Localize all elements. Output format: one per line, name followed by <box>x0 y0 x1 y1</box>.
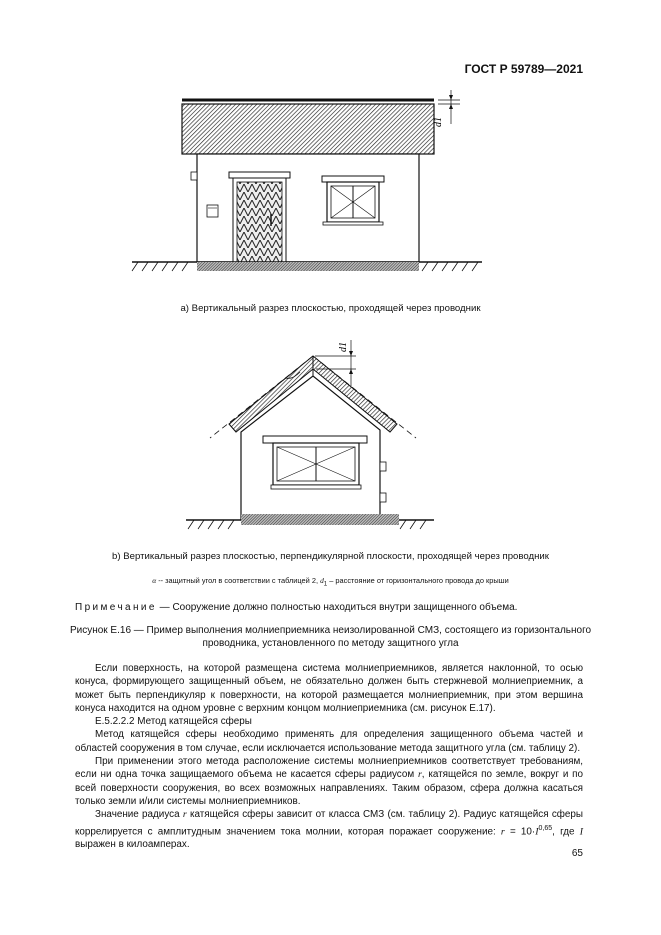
p4-text-b: катящейся сферы зависит от класса СМЗ (см. таблицу 2). Радиус катящейся сферы коррелируется с амплитудным значением тока молнии, которая поражает сооружение: <box>75 809 583 837</box>
legend-text-2: – расстояние от горизонтального провода до крыши <box>327 576 509 585</box>
note-text: — Сооружение должно полностью находиться внутри защищенного объема. <box>156 602 518 613</box>
p4-exponent: 0,65 <box>538 824 553 832</box>
p4-var-i2: I <box>579 825 583 837</box>
page-number: 65 <box>571 848 583 859</box>
p3-var-r: r <box>417 769 422 781</box>
dim-label-b: d1 <box>338 342 349 352</box>
legend-d-sub: 1 <box>323 580 328 588</box>
section-heading: Е.5.2.2.2 Метод катящейся сферы <box>95 716 252 728</box>
p3-text-b: , катящейся по земле, вокруг и по всей поверхности сооружения, во всех возможных направлениях. Таким образом, сфера должна касаться только земли и/или системы молниеприемников. <box>75 769 584 807</box>
p4-var-i: I <box>535 825 539 837</box>
p4-text-d: , где <box>552 825 580 837</box>
p4-text-a: Значение радиуса <box>95 809 183 821</box>
dim-label-a: d1 <box>433 117 444 127</box>
caption-b: b) Вертикальный разрез плоскостью, перпендикулярной плоскости, проходящей через проводник <box>112 551 549 562</box>
figure-legend <box>0 576 661 587</box>
paragraph-2: Метод катящейся сферы необходимо применять для определения защищенного объема частей и областей сооружения в том случае, если исключается использование метода защитного угла (см. таблицу 2). <box>75 729 583 754</box>
figure-note <box>75 602 517 613</box>
paragraph-1: Если поверхность, на которой размещена система молниеприемников, является наклонной, то осью конуса, формирующего защищенный объем, не обязательно должен быть стержневой молниеприемник, а может быть перпендикуляр к поверхности, на которой размещается молниеприемник, при этом вершина конуса находится на одном уровне с верхним концом молниеприемника (см. рисунок Е.17). <box>75 663 583 714</box>
p4-var-r2: r <box>500 825 505 837</box>
figure-b-side-view <box>186 340 434 529</box>
standard-number: ГОСТ Р 59789—2021 <box>464 62 583 76</box>
p4-text-c: = 10· <box>504 825 536 837</box>
legend-alpha: α <box>152 576 157 585</box>
paragraph-4 <box>75 808 583 851</box>
p4-var-r: r <box>182 809 187 821</box>
legend-d: d <box>320 576 324 585</box>
figure-title: Рисунок Е.16 — Пример выполнения молниеприемника неизолированной СМЗ, состоящего из горизонтального проводника, установленного по методу защитного угла <box>69 625 592 649</box>
paragraph-3 <box>75 755 583 808</box>
note-label: Примечание <box>75 602 157 613</box>
figure-a-front-view <box>132 90 482 271</box>
body-text <box>75 662 583 851</box>
p4-text-e: выражен в килоамперах. <box>75 839 190 851</box>
caption-a: а) Вертикальный разрез плоскостью, проходящей через проводник <box>180 303 481 314</box>
p3-text-a: При применении этого метода расположение системы молниеприемников соответствует требованиям, если ни одна точка защищаемого объема не касается сферы радиусом <box>75 756 583 781</box>
legend-text-1: -- защитный угол в соответствии с таблицей 2, <box>156 576 321 585</box>
